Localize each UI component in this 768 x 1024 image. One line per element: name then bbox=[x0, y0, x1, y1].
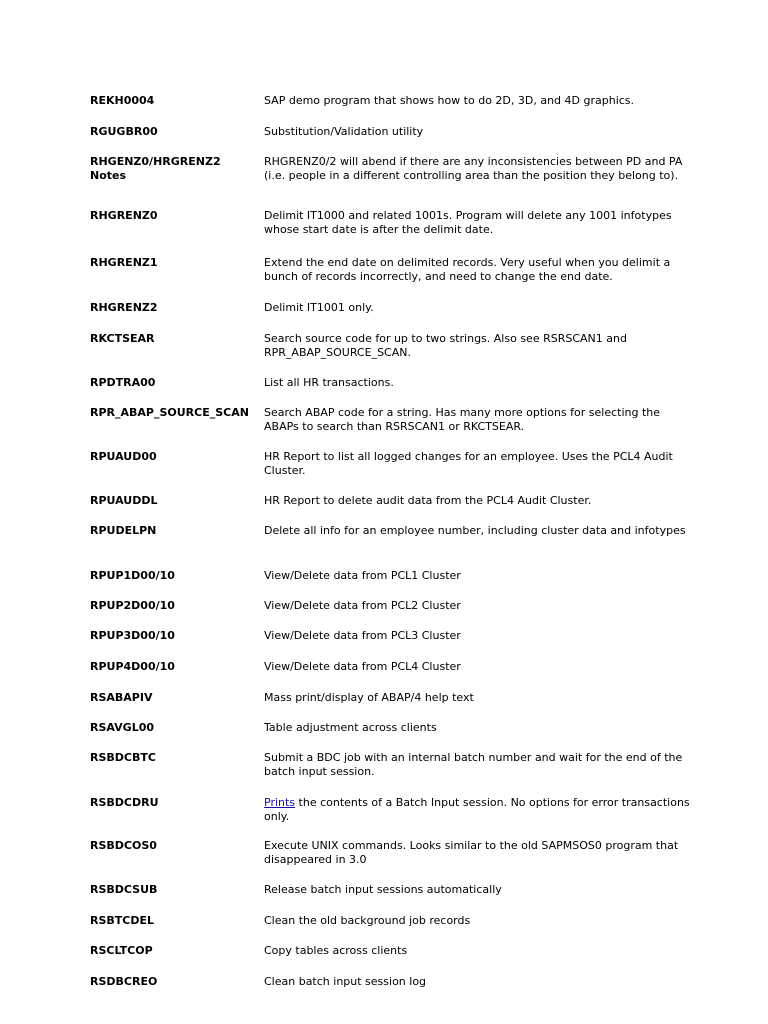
program-row bbox=[90, 450, 690, 477]
program-row bbox=[90, 256, 690, 283]
program-description: Substitution/Validation utility bbox=[264, 125, 424, 138]
program-name: RSBDCSUB bbox=[90, 883, 158, 896]
program-description: View/Delete data from PCL1 Cluster bbox=[264, 569, 461, 582]
program-name: RHGRENZ0 bbox=[90, 209, 158, 222]
program-row bbox=[90, 332, 690, 359]
program-name: RPUP2D00/10 bbox=[90, 599, 175, 612]
program-name: RSCLTCOP bbox=[90, 944, 153, 957]
program-name: RSAVGL00 bbox=[90, 721, 155, 734]
program-description: Clean the old background job records bbox=[264, 914, 471, 927]
program-row bbox=[90, 125, 690, 139]
program-name: RHGENZ0/HRGRENZ2 Notes bbox=[90, 155, 221, 182]
program-row bbox=[90, 751, 690, 778]
program-row bbox=[90, 975, 690, 989]
program-description: Extend the end date on delimited records. Very useful when you delimit a bunch of records incorrectly, and need to change the end date. bbox=[264, 256, 671, 283]
program-description: Table adjustment across clients bbox=[264, 721, 437, 734]
program-description: HR Report to list all logged changes for an employee. Uses the PCL4 Audit Cluster. bbox=[264, 450, 673, 477]
program-name: RSBDCOS0 bbox=[90, 839, 157, 852]
program-row bbox=[90, 691, 690, 705]
program-row bbox=[90, 406, 690, 433]
program-row bbox=[90, 494, 690, 508]
program-description: HR Report to delete audit data from the PCL4 Audit Cluster. bbox=[264, 494, 592, 507]
program-row bbox=[90, 796, 690, 823]
program-description: View/Delete data from PCL2 Cluster bbox=[264, 599, 461, 612]
program-description: View/Delete data from PCL3 Cluster bbox=[264, 629, 461, 642]
program-row bbox=[90, 629, 690, 643]
program-name: RPUP3D00/10 bbox=[90, 629, 175, 642]
program-row bbox=[90, 883, 690, 897]
program-row bbox=[90, 944, 690, 958]
program-row bbox=[90, 914, 690, 928]
program-name: RPDTRA00 bbox=[90, 376, 156, 389]
program-name: REKH0004 bbox=[90, 94, 155, 107]
program-description: Submit a BDC job with an internal batch number and wait for the end of the batch input session. bbox=[264, 751, 683, 778]
program-description: RHGRENZ0/2 will abend if there are any inconsistencies between PD and PA (i.e. people in a different controlling area than the position they belong to). bbox=[264, 155, 683, 182]
program-name: RPUP1D00/10 bbox=[90, 569, 175, 582]
program-name: RSBDCBTC bbox=[90, 751, 156, 764]
program-name: RGUGBR00 bbox=[90, 125, 158, 138]
program-description: Delete all info for an employee number, including cluster data and infotypes bbox=[264, 524, 686, 537]
program-name: RHGRENZ1 bbox=[90, 256, 158, 269]
program-name: RPUAUD00 bbox=[90, 450, 157, 463]
program-name: RPUAUDDL bbox=[90, 494, 158, 507]
program-description bbox=[264, 796, 690, 823]
program-description: Search ABAP code for a string. Has many more options for selecting the ABAPs to search than RSRSCAN1 or RKCTSEAR. bbox=[264, 406, 661, 433]
program-row bbox=[90, 301, 690, 315]
program-row bbox=[90, 660, 690, 674]
program-name: RPUP4D00/10 bbox=[90, 660, 175, 673]
program-name: RSBDCDRU bbox=[90, 796, 159, 809]
program-name: RSBTCDEL bbox=[90, 914, 155, 927]
program-description: Clean batch input session log bbox=[264, 975, 427, 988]
program-row bbox=[90, 155, 690, 182]
program-description: Copy tables across clients bbox=[264, 944, 408, 957]
program-name: RSDBCREO bbox=[90, 975, 158, 988]
program-description-text: the contents of a Batch Input session. No options for error transactions only. bbox=[264, 796, 690, 823]
program-name: RSABAPIV bbox=[90, 691, 153, 704]
program-row bbox=[90, 94, 690, 108]
program-row bbox=[90, 721, 690, 735]
program-description: Release batch input sessions automatically bbox=[264, 883, 502, 896]
program-name: RPR_ABAP_SOURCE_SCAN bbox=[90, 406, 249, 419]
program-description: List all HR transactions. bbox=[264, 376, 394, 389]
program-row bbox=[90, 569, 690, 583]
program-row bbox=[90, 599, 690, 613]
program-description: Mass print/display of ABAP/4 help text bbox=[264, 691, 474, 704]
program-row bbox=[90, 524, 690, 538]
prints-link[interactable]: Prints bbox=[264, 796, 296, 809]
program-description: Execute UNIX commands. Looks similar to the old SAPMSOS0 program that disappeared in 3.0 bbox=[264, 839, 679, 866]
program-name: RPUDELPN bbox=[90, 524, 157, 537]
program-name: RKCTSEAR bbox=[90, 332, 155, 345]
program-description: View/Delete data from PCL4 Cluster bbox=[264, 660, 461, 673]
program-row bbox=[90, 209, 690, 236]
program-description: Search source code for up to two strings. Also see RSRSCAN1 and RPR_ABAP_SOURCE_SCAN. bbox=[264, 332, 627, 359]
program-description: SAP demo program that shows how to do 2D, 3D, and 4D graphics. bbox=[264, 94, 635, 107]
program-name: RHGRENZ2 bbox=[90, 301, 158, 314]
program-row bbox=[90, 376, 690, 390]
program-row bbox=[90, 839, 690, 866]
program-description: Delimit IT1001 only. bbox=[264, 301, 374, 314]
program-description: Delimit IT1000 and related 1001s. Program will delete any 1001 infotypes whose start date is after the delimit date. bbox=[264, 209, 672, 236]
